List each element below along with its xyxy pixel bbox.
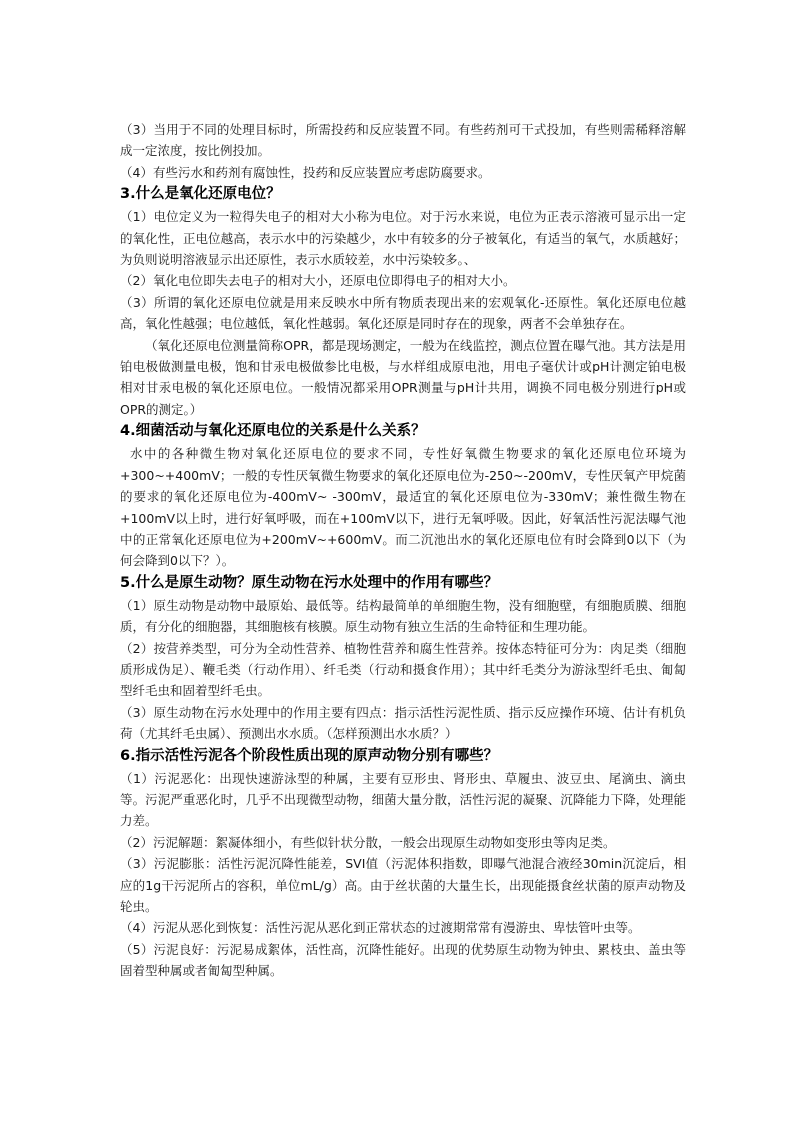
note-paragraph: （氧化还原电位测量简称OPR，都是现场测定，一般为在线监控，测点位置在曝气池。其方法是用铂电极做测量电极，饱和甘汞电极做参比电极，与水样组成原电池，用电子毫伏计或pH计测定铂电极相对甘汞电极的氧化还原电位。一般情况都采用OPR测量与pH计共用，调换不同电极分别进行pH或OPR的测定。） bbox=[120, 337, 686, 417]
section-heading: 4.细菌活动与氧化还原电位的关系是什么关系？ bbox=[120, 423, 426, 440]
paragraph: （1）电位定义为一粒得失电子的相对大小称为电位。对于污水来说，电位为正表示溶液可显示出一定的氧化性，正电位越高，表示水中的污染越少，水中有较多的分子被氧化，有适当的氧气，水质越好；为负则说明溶液显示出还原性，表示水质较差，水中污染较多。、 bbox=[120, 209, 686, 268]
paragraph: （2）污泥解题：絮凝体细小，有些似针状分散，一般会出现原生动物如变形虫等肉足类。 bbox=[120, 834, 616, 850]
paragraph: （3）当用于不同的处理目标时，所需投药和反应装置不同。有些药剂可干式投加，有些则需稀释溶解成一定浓度，按比例投加。 bbox=[120, 122, 686, 159]
paragraph: （3）污泥膨胀：活性污泥沉降性能差，SVI值（污泥体积指数，即曝气池混合液经30min沉淀后，相应的1g干污泥所占的容积，单位mL/g）高。由于丝状菌的大量生长，出现能摄食丝状菌的原声动物及轮虫。 bbox=[120, 856, 686, 914]
paragraph: （1）污泥恶化：出现快速游泳型的种属，主要有豆形虫、肾形虫、草履虫、波豆虫、尾滴虫、滴虫等。污泥严重恶化时，几乎不出现微型动物，细菌大量分散，活性污泥的凝聚、沉降能力下降，处理能力差。 bbox=[120, 770, 686, 829]
paragraph: （2）氧化电位即失去电子的相对大小，还原电位即得电子的相对大小。 bbox=[120, 273, 516, 289]
paragraph: （5）污泥良好：污泥易成絮体，活性高，沉降性能好。出现的优势原生动物为钟虫、累枝虫、盖虫等固着型种属或者匍匐型种属。 bbox=[120, 941, 686, 979]
paragraph: （3）所谓的氧化还原电位就是用来反映水中所有物质表现出来的宏观氧化-还原性。氧化还原电位越高，氧化性越强；电位越低，氧化性越弱。氧化还原是同时存在的现象，两者不会单独存在。 bbox=[120, 294, 686, 332]
document-page bbox=[120, 119, 686, 982]
section-heading: 6.指示活性污泥各个阶段性质出现的原声动物分别有哪些？ bbox=[120, 747, 499, 764]
section-heading: 5.什么是原生动物？原生动物在污水处理中的作用有哪些？ bbox=[120, 574, 499, 591]
paragraph: （2）按营养类型，可分为全动性营养、植物性营养和腐生性营养。按体态特征可分为：肉足类（细胞质形成伪足）、鞭毛类（行动作用）、纤毛类（行动和摄食作用）；其中纤毛类分为游泳型纤毛虫、匍匐型纤毛虫和固着型纤毛虫。 bbox=[120, 640, 686, 699]
paragraph: （3）原生动物在污水处理中的作用主要有四点：指示活性污泥性质、指示反应操作环境、估计有机负荷（尤其纤毛虫属）、预测出水水质。（怎样预测出水水质？） bbox=[120, 704, 686, 742]
paragraph: （4）有些污水和药剂有腐蚀性，投药和反应装置应考虑防腐要求。 bbox=[120, 164, 491, 180]
paragraph: 水中的各种微生物对氧化还原电位的要求不同，专性好氧微生物要求的氧化还原电位环境为+300~+400mV；一般的专性厌氧微生物要求的氧化还原电位为-250~-200mV，专性厌氧产甲烷菌的要求的氧化还原电位为-400mV~ -300mV，最适宜的氧化还原电位为-330mV；兼性微生物在+100mV以上时，进行好氧呼吸，而在+100mV以下，进行无氧呼吸。因此，好氧活性污泥法曝气池中的正常氧化还原电位为+200mV~+600mV。而二沉池出水的氧化还原电位有时会降到0以下（为何会降到0以下？）。 bbox=[120, 446, 686, 569]
paragraph: （1）原生动物是动物中最原始、最低等。结构最简单的单细胞生物，没有细胞壁，有细胞质膜、细胞质，有分化的细胞器，其细胞核有核膜。原生动物有独立生活的生命特征和生理功能。 bbox=[120, 597, 686, 635]
paragraph: （4）污泥从恶化到恢复：活性污泥从恶化到正常状态的过渡期常常有漫游虫、卑怯管叶虫等。 bbox=[120, 920, 641, 936]
section-heading: 3.什么是氧化还原电位？ bbox=[120, 186, 281, 203]
